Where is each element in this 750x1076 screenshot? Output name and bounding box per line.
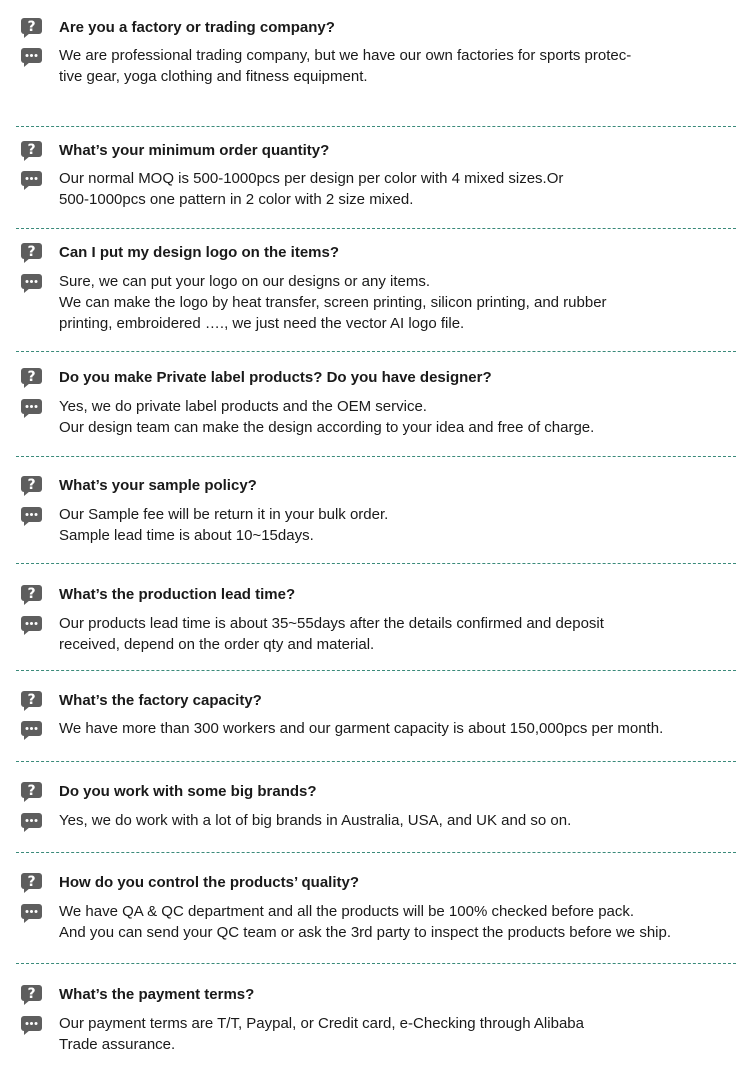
chat-bubble-icon xyxy=(20,720,44,742)
svg-text:?: ? xyxy=(27,142,36,158)
question-bubble-icon xyxy=(20,984,44,1006)
svg-text:?: ? xyxy=(27,369,36,385)
dashed-divider xyxy=(16,852,736,853)
answer-text: Sure, we can put your logo on our designs or any items. We can make the logo by heat transfer, screen printing, silicon printing, and rubber printing, embroidered …., we just need the vector AI logo file. xyxy=(59,273,607,332)
question-bubble-icon xyxy=(20,690,44,712)
chat-bubble-icon xyxy=(20,812,44,834)
answer-text: We have QA & QC department and all the products will be 100% checked before pack. And you can send your QC team or ask the 3rd party to inspect the products before we ship. xyxy=(59,903,671,941)
dashed-divider xyxy=(16,761,736,762)
answer-text: Our normal MOQ is 500-1000pcs per design per color with 4 mixed sizes.Or 500-1000pcs one pattern in 2 color with 2 size mixed. xyxy=(59,170,564,208)
question-text: What’s your minimum order quantity? xyxy=(59,142,330,159)
answer-text: We have more than 300 workers and our garment capacity is about 150,000pcs per month. xyxy=(59,720,664,737)
svg-text:?: ? xyxy=(27,244,36,260)
question-bubble-icon xyxy=(20,584,44,606)
question-bubble-icon xyxy=(20,242,44,264)
question-bubble-icon xyxy=(20,475,44,497)
svg-text:?: ? xyxy=(27,692,36,708)
svg-text:?: ? xyxy=(27,986,36,1002)
chat-bubble-icon xyxy=(20,1015,44,1037)
dashed-divider xyxy=(16,963,736,964)
svg-text:?: ? xyxy=(27,874,36,890)
question-bubble-icon xyxy=(20,17,44,39)
question-bubble-icon xyxy=(20,781,44,803)
question-text: Are you a factory or trading company? xyxy=(59,19,335,36)
answer-text: Our products lead time is about 35~55days after the details confirmed and deposit received, depend on the order qty and material. xyxy=(59,615,604,653)
chat-bubble-icon xyxy=(20,615,44,637)
dashed-divider xyxy=(16,228,736,229)
svg-text:?: ? xyxy=(27,783,36,799)
svg-text:?: ? xyxy=(27,477,36,493)
dashed-divider xyxy=(16,670,736,671)
chat-bubble-icon xyxy=(20,273,44,295)
question-text: What’s the factory capacity? xyxy=(59,692,262,709)
question-bubble-icon xyxy=(20,872,44,894)
answer-text: Yes, we do private label products and the OEM service. Our design team can make the design according to your idea and free of charge. xyxy=(59,398,595,436)
chat-bubble-icon xyxy=(20,903,44,925)
question-text: What’s your sample policy? xyxy=(59,477,257,494)
dashed-divider xyxy=(16,126,736,127)
chat-bubble-icon xyxy=(20,506,44,528)
chat-bubble-icon xyxy=(20,170,44,192)
question-text: How do you control the products’ quality? xyxy=(59,874,359,891)
dashed-divider xyxy=(16,563,736,564)
question-text: Do you make Private label products? Do you have designer? xyxy=(59,369,492,386)
question-text: What’s the payment terms? xyxy=(59,986,255,1003)
question-bubble-icon xyxy=(20,367,44,389)
dashed-divider xyxy=(16,456,736,457)
question-text: Do you work with some big brands? xyxy=(59,783,317,800)
question-bubble-icon xyxy=(20,140,44,162)
question-text: Can I put my design logo on the items? xyxy=(59,244,340,261)
chat-bubble-icon xyxy=(20,398,44,420)
answer-text: Our payment terms are T/T, Paypal, or Credit card, e-Checking through Alibaba Trade assurance. xyxy=(59,1015,584,1053)
answer-text: We are professional trading company, but we have our own factories for sports protec- tive gear, yoga clothing and fitness equipment. xyxy=(59,47,632,85)
answer-text: Yes, we do work with a lot of big brands in Australia, USA, and UK and so on. xyxy=(59,812,572,829)
svg-text:?: ? xyxy=(27,19,36,35)
answer-text: Our Sample fee will be return it in your bulk order. Sample lead time is about 10~15days. xyxy=(59,506,389,544)
svg-text:?: ? xyxy=(27,586,36,602)
dashed-divider xyxy=(16,351,736,352)
question-text: What’s the production lead time? xyxy=(59,586,296,603)
chat-bubble-icon xyxy=(20,47,44,69)
